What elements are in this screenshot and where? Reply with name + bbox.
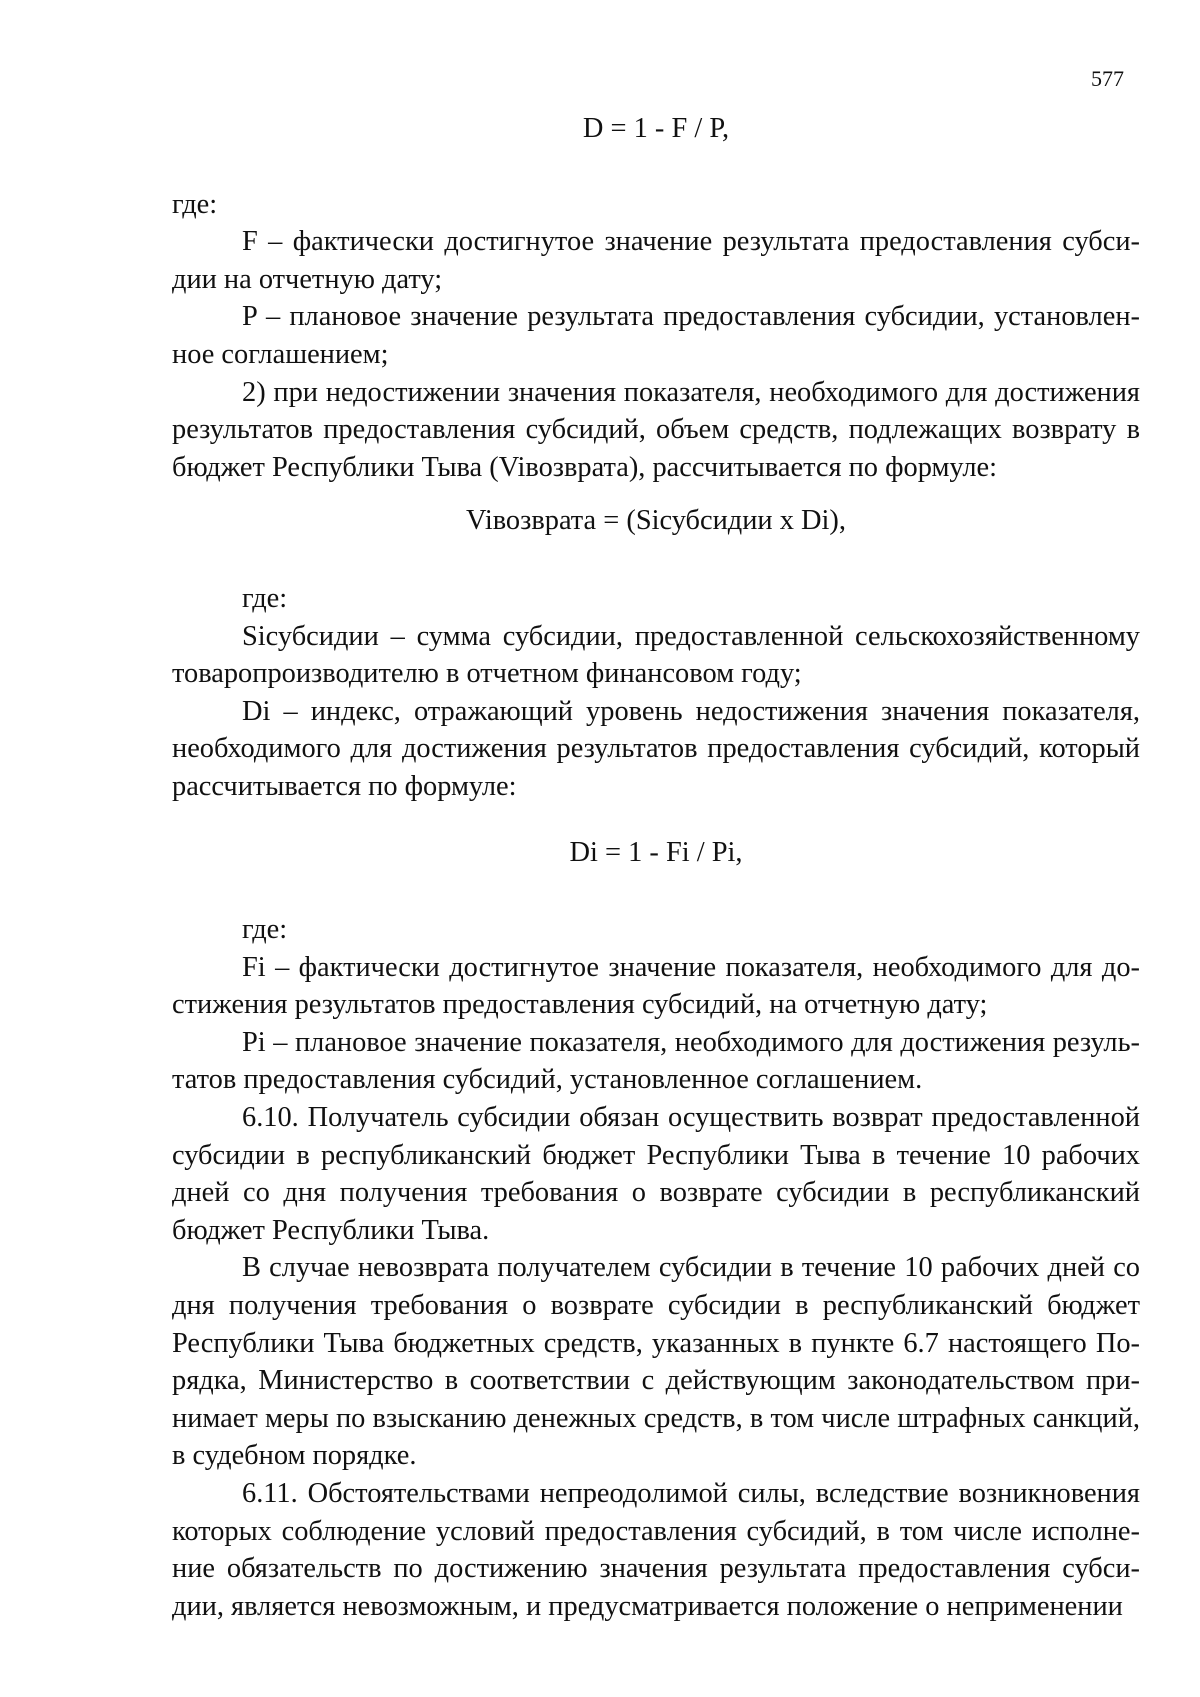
formula-di: Di = 1 - Fi / Pi, bbox=[569, 836, 743, 868]
paragraph-6-11: 6.11. Обстоятельствами непреодолимой силы, вследствие возникновения которых соблюдение условий предоставления субсидий, в том числе исполнение обязательств по достижению значения результата предоставления субсидии, является невозможным, и предусматривается положение о неприменении bbox=[172, 1478, 1140, 1622]
paragraph-fi-definition: Fi – фактически достигнутое значение показателя, необходимого для достижения результатов предоставления субсидий, на отчетную дату; bbox=[172, 951, 1140, 1021]
where-label: где: bbox=[242, 914, 288, 946]
paragraph-si-definition: Siсубсидии – сумма субсидии, предоставленной сельскохозяйственному товаропроизводителю в отчетном финансовом году; bbox=[172, 620, 1140, 690]
paragraph-pi-definition: Pi – плановое значение показателя, необходимого для достижения результатов предоставления субсидий, установленное соглашением. bbox=[172, 1026, 1140, 1096]
paragraph-p-definition: P – плановое значение результата предоставления субсидии, установленное соглашением; bbox=[172, 301, 1140, 370]
where-label: где: bbox=[172, 188, 218, 220]
formula-d: D = 1 - F / P, bbox=[582, 113, 730, 144]
page-number: 577 bbox=[1091, 66, 1124, 91]
where-label: где: bbox=[242, 582, 288, 614]
paragraph-non-return: В случае невозврата получателем субсидии в течение 10 рабочих дней со дня получения требования о возврате субсидии в республиканский бюджет Республики Тыва бюджетных средств, указанных в пункте 6.7 настоящего Порядка, Министерство в соответствии с действующим законодательством принимает меры по взысканию денежных средств, в том числе штрафных санкций, в судебном порядке. bbox=[172, 1252, 1140, 1472]
formula-vi-return: Viвозврата = (Siсубсидии x Di), bbox=[466, 505, 846, 537]
paragraph-6-10: 6.10. Получатель субсидии обязан осуществить возврат предоставленной субсидии в республиканский бюджет Республики Тыва в течение 10 рабочих дней со дня получения требования о возврате субсидии в республиканский бюджет Республики Тыва. bbox=[172, 1102, 1140, 1246]
paragraph-di-definition: Di – индекс, отражающий уровень недостижения значения показателя, необходимого для достижения результатов предоставления субсидий, который рассчитывается по формуле: bbox=[172, 695, 1140, 802]
document-body bbox=[172, 110, 1140, 1625]
paragraph-f-definition: F – фактически достигнутое значение результата предоставления субсидии на отчетную дату; bbox=[172, 226, 1140, 295]
paragraph-item-2: 2) при недостижении значения показателя, необходимого для достижения результатов предоставления субсидий, объем средств, подлежащих возврату в бюджет Республики Тыва (Viвозврата), рассчитывается по формуле: bbox=[172, 376, 1140, 483]
